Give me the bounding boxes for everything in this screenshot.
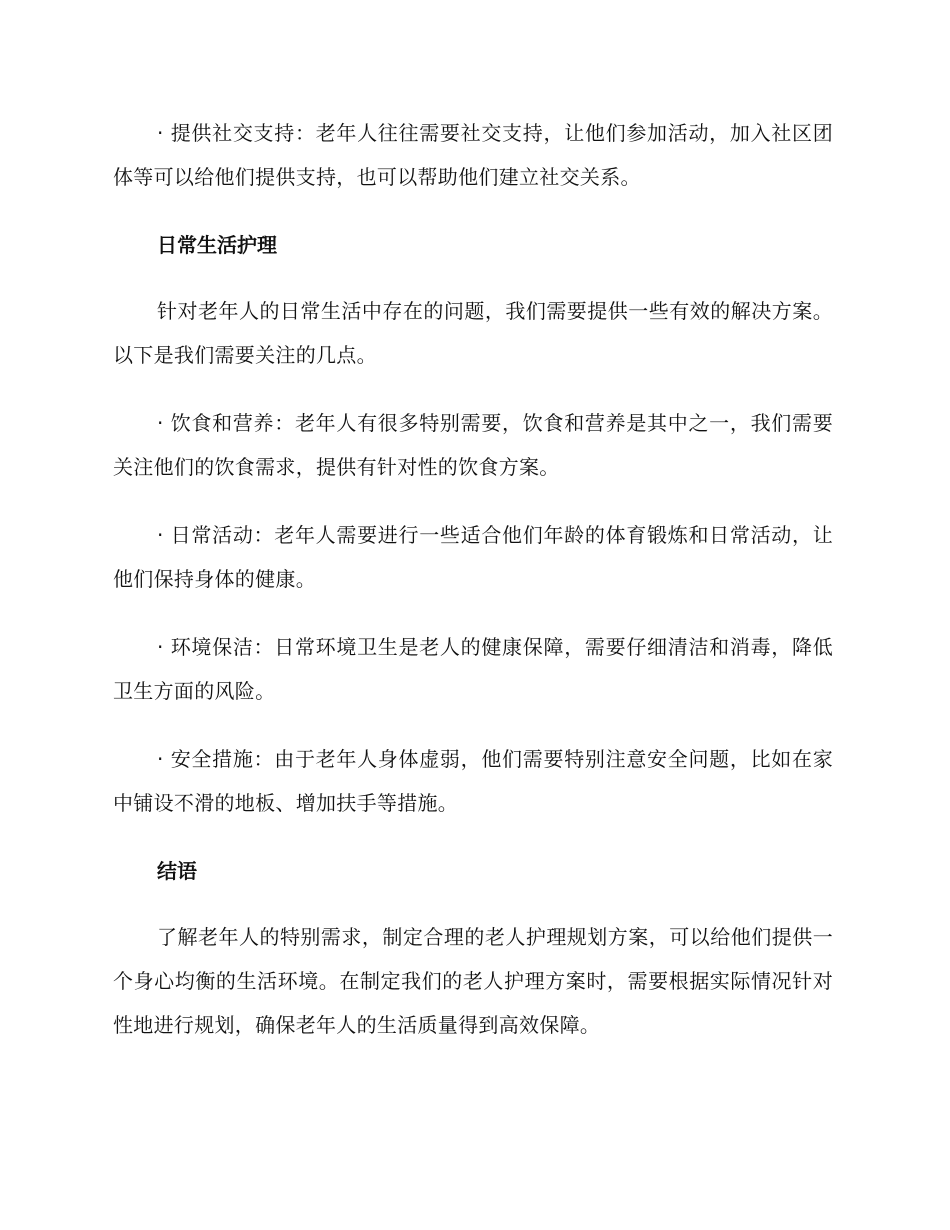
section-heading-conclusion: 结语 bbox=[157, 859, 197, 883]
list-item-activity: · 日常活动：老年人需要进行一些适合他们年龄的体育锻炼和日常活动，让他们保持身体的健康。 bbox=[113, 523, 833, 591]
list-item-safety: · 安全措施：由于老年人身体虚弱，他们需要特别注意安全问题，比如在家中铺设不滑的地板、增加扶手等措施。 bbox=[113, 747, 833, 815]
list-item-diet: · 饮食和营养：老年人有很多特别需要，饮食和营养是其中之一，我们需要关注他们的饮食需求，提供有针对性的饮食方案。 bbox=[113, 411, 833, 479]
list-item-hygiene: · 环境保洁：日常环境卫生是老人的健康保障，需要仔细清洁和消毒，降低卫生方面的风险。 bbox=[113, 635, 833, 703]
paragraph-daily-intro: 针对老年人的日常生活中存在的问题，我们需要提供一些有效的解决方案。以下是我们需要关注的几点。 bbox=[113, 299, 833, 367]
document-page bbox=[113, 111, 833, 1071]
paragraph-conclusion: 了解老年人的特别需求，制定合理的老人护理规划方案，可以给他们提供一个身心均衡的生活环境。在制定我们的老人护理方案时，需要根据实际情况针对性地进行规划，确保老年人的生活质量得到高效保障。 bbox=[113, 925, 833, 1037]
section-heading-daily-care: 日常生活护理 bbox=[157, 233, 277, 257]
paragraph-social-support: · 提供社交支持：老年人往往需要社交支持，让他们参加活动，加入社区团体等可以给他们提供支持，也可以帮助他们建立社交关系。 bbox=[113, 121, 833, 189]
